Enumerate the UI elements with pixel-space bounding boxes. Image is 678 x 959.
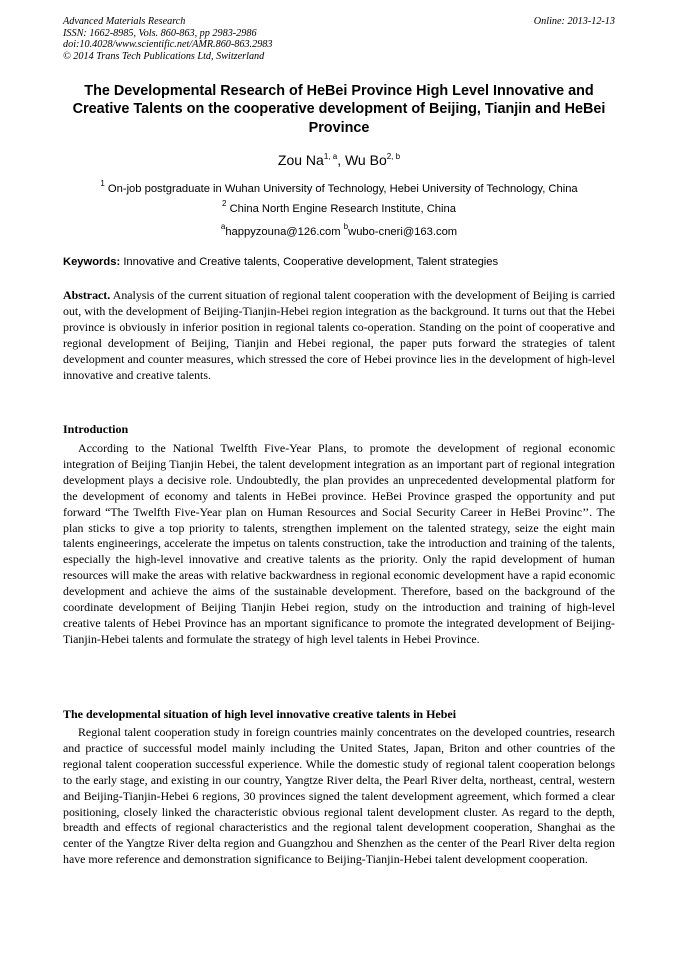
author-superscript: 1, a (323, 152, 338, 161)
email-line (0, 220, 678, 239)
author-separator: , (337, 152, 345, 168)
abstract-label: Abstract. (63, 288, 111, 302)
keywords-label: Keywords: (63, 256, 121, 268)
author-name: Wu Bo (344, 152, 387, 168)
email-address: wubo-cneri@163.com (348, 226, 458, 238)
affiliation-1 (0, 177, 678, 196)
section-body: Regional talent cooperation study in foreign countries mainly concentrates on the developed countries, research and practice of successful model mainly including the United States, Japan, Briton and other countries of the regional talent cooperation successful experience. While the domestic study of regional talent cooperation belongs to the early stage, and existing in our country, Yangtze River delta, the Pearl River delta, northeast, central, western and Beijing-Tianjin-Hebei 6 regions, 30 provinces signed the talent development agreement, which formed a clear positioning, closely linked the characteristic obvious regional talent development cluster. As regard to the depth, breadth and effects of regional characteristics and the regional talent development cooperation, Shanghai as the center of the Yangtze River delta region and Guangzhou and Shenzhen as the center of the Pearl River delta region have more reference and demonstration significance to Beijing-Tianjin-Hebei talent development cooperation. (63, 725, 615, 867)
issn-line: ISSN: 1662-8985, Vols. 860-863, pp 2983-2986 (63, 27, 257, 39)
journal-header (63, 16, 615, 62)
keywords (63, 255, 615, 269)
online-date: Online: 2013-12-13 (533, 16, 615, 27)
copyright-line: © 2014 Trans Tech Publications Ltd, Switzerland (63, 50, 265, 62)
abstract-text: Analysis of the current situation of regional talent cooperation with the development of Beijing is carried out, with the development of Beijing-Tianjin-Hebei region integration as the background. It turns out that the Hebei province is obviously in inferior position in regional talents co-operation. Standing on the point of cooperative and regional development of Beijing, Tianjin and Hebei regional, the paper puts forward the strategies of talent development and counter measures, which stressed the core of Hebei province lies in the development of high-level innovative and creative talents. (63, 288, 615, 382)
journal-name: Advanced Materials Research (63, 16, 186, 27)
section-heading: Introduction (63, 422, 129, 436)
email-superscript: b (343, 222, 349, 231)
affiliation-text: China North Engine Research Institute, China (229, 203, 456, 215)
author-line (0, 148, 678, 169)
email-address: happyzouna@126.com (225, 226, 341, 238)
email-superscript: a (220, 222, 226, 231)
paper-title: The Developmental Research of HeBei Province High Level Innovative and Creative Talents on the cooperative development of Beijing, Tianjin and HeBei Province (72, 83, 606, 136)
doi-line: doi:10.4028/www.scientific.net/AMR.860-863.2983 (63, 39, 273, 51)
abstract (63, 288, 615, 383)
affiliation-superscript: 1 (100, 179, 105, 188)
author-superscript: 2, b (386, 152, 401, 161)
affiliation-superscript: 2 (222, 199, 227, 208)
author-name: Zou Na (277, 152, 324, 168)
section-heading: The developmental situation of high level innovative creative talents in Hebei (63, 707, 457, 721)
section-body: According to the National Twelfth Five-Year Plans, to promote the development of regional economic integration of Beijing Tianjin Hebei, the talent development integration as an important part of regional integration development plays a decisive role. Undoubtedly, the plan provides an unprecedented developmental platform for the development of economy and talents in HeBei province. HeBei Province grasped the opportunity and put forward “The Twelfth Five-Year plan on Human Resources and Social Security Career in HeBei Provinc’’. The plan sticks to give a top priority to talents, strengthen implement on the talented strategy, seize the eight main talents engineerings, accelerate the impetus on talents construction, take the introduction and training of the talents, especially the high-level innovative and creative talents as the priority. Only the rapid development of human resources will make the areas with relative backwardness in regional economic development have a rapid economic development and achieve the aims of the sustainable development. Therefore, based on the background of the coordinate development of Beijing Tianjin Hebei region, study on the introduction and training of high-level creative talents of Hebei Province has an mportant significance to promote the integrated development of Beijing-Tianjin-Hebei talents and formulate the strategy of high level talents in Hebei Province. (63, 441, 615, 646)
affiliation-2 (0, 197, 678, 216)
affiliation-text: On-job postgraduate in Wuhan University of Technology, Hebei University of Technology, China (107, 183, 578, 195)
keywords-text: Innovative and Creative talents, Cooperative development, Talent strategies (123, 256, 499, 268)
